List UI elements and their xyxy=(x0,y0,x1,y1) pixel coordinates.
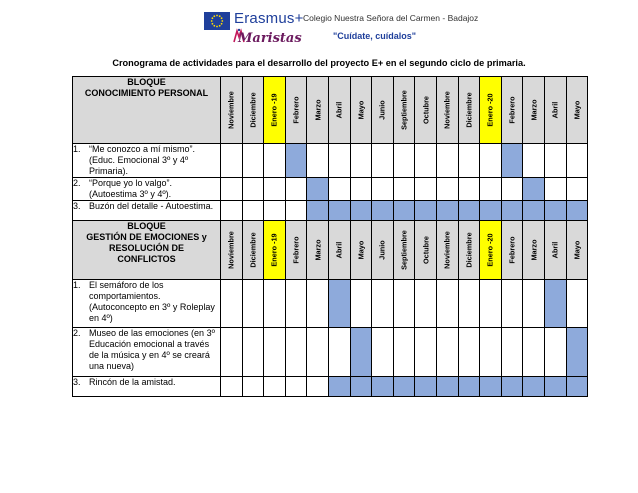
activity-row xyxy=(73,280,588,328)
block-heading-line: BLOQUE xyxy=(127,221,166,231)
activity-number: 2. xyxy=(73,328,81,338)
schedule-cell xyxy=(328,178,350,201)
schedule-cell xyxy=(221,144,243,178)
schedule-cell xyxy=(264,377,286,397)
schedule-cell xyxy=(480,178,502,201)
schedule-cell xyxy=(458,377,480,397)
schedule-cell xyxy=(393,377,415,397)
month-label: Diciembre xyxy=(464,92,474,128)
month-header-1 xyxy=(221,221,243,280)
month-label: Marzo xyxy=(529,99,539,121)
activity-text: Buzón del detalle - Autoestima. xyxy=(89,201,214,211)
month-label: Diciembre xyxy=(248,232,258,268)
schedule-cell xyxy=(264,201,286,221)
month-header-11 xyxy=(436,221,458,280)
schedule-cell xyxy=(501,280,523,328)
schedule-cell xyxy=(566,178,588,201)
month-header-7 xyxy=(350,77,372,144)
month-header-11 xyxy=(436,77,458,144)
schedule-cell xyxy=(307,144,329,178)
schedule-cell xyxy=(350,144,372,178)
month-label: Febrero xyxy=(291,236,301,264)
month-header-3 xyxy=(264,77,286,144)
schedule-cell xyxy=(566,377,588,397)
schedule-cell xyxy=(480,201,502,221)
month-header-8 xyxy=(372,77,394,144)
activity-number: 2. xyxy=(73,178,81,188)
month-label: Abril xyxy=(550,241,560,259)
schedule-cell xyxy=(436,178,458,201)
schedule-cell xyxy=(242,201,264,221)
month-label: Febrero xyxy=(291,96,301,124)
schedule-cell xyxy=(372,144,394,178)
block-heading xyxy=(73,221,221,280)
schedule-cell xyxy=(501,377,523,397)
schedule-cell xyxy=(242,377,264,397)
activity-row xyxy=(73,178,588,201)
month-label: Mayo xyxy=(356,100,366,120)
month-header-4 xyxy=(285,77,307,144)
schedule-cell xyxy=(307,178,329,201)
month-header-10 xyxy=(415,221,437,280)
schedule-cell xyxy=(307,201,329,221)
schedule-cell xyxy=(393,328,415,377)
schedule-cell xyxy=(523,280,545,328)
block-heading xyxy=(73,77,221,144)
schedule-cell xyxy=(350,377,372,397)
schedule-cell xyxy=(501,178,523,201)
month-header-13 xyxy=(480,77,502,144)
activity-name xyxy=(73,201,221,221)
schedule-cell xyxy=(307,377,329,397)
schedule-cell xyxy=(523,201,545,221)
schedule-cell xyxy=(221,328,243,377)
slogan: "Cuídate, cuídalos" xyxy=(333,31,417,41)
schedule-cell xyxy=(436,377,458,397)
schedule-cell xyxy=(350,201,372,221)
schedule-cell xyxy=(480,144,502,178)
month-header-14 xyxy=(501,77,523,144)
activity-name xyxy=(73,280,221,328)
schedule-cell xyxy=(415,328,437,377)
schedule-cell xyxy=(285,328,307,377)
schedule-cell xyxy=(544,328,566,377)
schedule-cell xyxy=(415,280,437,328)
schedule-cell xyxy=(264,144,286,178)
activity-name xyxy=(73,377,221,397)
schedule-cell xyxy=(264,280,286,328)
month-label: Septiembre xyxy=(399,90,409,130)
month-label: Diciembre xyxy=(248,92,258,128)
marist-logo-text: Maristas xyxy=(238,31,302,46)
block-heading-line: CONOCIMIENTO PERSONAL xyxy=(84,88,209,98)
activity-name xyxy=(73,144,221,178)
schedule-cell xyxy=(285,178,307,201)
month-header-15 xyxy=(523,77,545,144)
month-label: Enero -19 xyxy=(269,233,279,267)
block-heading-line: RESOLUCIÓN DE xyxy=(108,243,184,253)
month-label: Noviembre xyxy=(226,231,236,269)
month-label: Mayo xyxy=(572,240,582,260)
schedule-cell xyxy=(480,280,502,328)
month-label: Abril xyxy=(550,101,560,119)
activity-row xyxy=(73,377,588,397)
activity-name xyxy=(73,328,221,377)
schedule-cell xyxy=(242,178,264,201)
month-label: Febrero xyxy=(507,236,517,264)
month-label: Marzo xyxy=(313,99,323,121)
block-heading-line: GESTIÓN DE EMOCIONES y xyxy=(86,232,207,242)
month-label: Septiembre xyxy=(399,230,409,270)
schedule-cell xyxy=(523,144,545,178)
month-label: Noviembre xyxy=(442,231,452,269)
activity-row xyxy=(73,328,588,377)
schedule-cell xyxy=(436,280,458,328)
schedule-cell xyxy=(221,201,243,221)
schedule-cell xyxy=(393,201,415,221)
month-header-9 xyxy=(393,221,415,280)
schedule-cell xyxy=(264,328,286,377)
month-label: Mayo xyxy=(356,240,366,260)
month-label: Octubre xyxy=(421,96,431,124)
schedule-cell xyxy=(328,328,350,377)
block-heading-line: CONFLICTOS xyxy=(117,254,176,264)
erasmus-logo-text: Erasmus+ xyxy=(234,10,304,27)
month-label: Enero -19 xyxy=(269,93,279,127)
schedule-table xyxy=(72,76,588,397)
schedule-cell xyxy=(415,178,437,201)
schedule-cell xyxy=(566,328,588,377)
month-label: Junio xyxy=(377,240,387,260)
schedule-cell xyxy=(480,328,502,377)
month-header-12 xyxy=(458,77,480,144)
month-header-7 xyxy=(350,221,372,280)
month-header-2 xyxy=(242,221,264,280)
block-header-row xyxy=(73,221,588,280)
schedule-cell xyxy=(328,201,350,221)
schedule-cell xyxy=(372,178,394,201)
activity-number: 1. xyxy=(73,280,81,290)
block-heading-line: BLOQUE xyxy=(127,77,166,87)
activity-text: El semáforo de los comportamientos. (Autoconcepto en 3º y Roleplay en 4º) xyxy=(89,280,215,323)
month-header-2 xyxy=(242,77,264,144)
activity-name xyxy=(73,178,221,201)
schedule-cell xyxy=(285,280,307,328)
schedule-cell xyxy=(285,377,307,397)
month-label: Noviembre xyxy=(226,91,236,129)
schedule-cell xyxy=(458,178,480,201)
schedule-cell xyxy=(544,280,566,328)
schedule-cell xyxy=(480,377,502,397)
schedule-cell xyxy=(523,178,545,201)
month-label: Enero -20 xyxy=(485,93,495,127)
schedule-cell xyxy=(372,280,394,328)
schedule-cell xyxy=(221,280,243,328)
schedule-cell xyxy=(566,144,588,178)
schedule-cell xyxy=(350,280,372,328)
schedule-cell xyxy=(544,178,566,201)
month-header-17 xyxy=(566,221,588,280)
schedule-cell xyxy=(242,328,264,377)
schedule-cell xyxy=(458,201,480,221)
schedule-cell xyxy=(393,178,415,201)
schedule-cell xyxy=(544,144,566,178)
month-label: Diciembre xyxy=(464,232,474,268)
schedule-cell xyxy=(350,328,372,377)
month-header-14 xyxy=(501,221,523,280)
schedule-cell xyxy=(328,144,350,178)
month-header-1 xyxy=(221,77,243,144)
schedule-cell xyxy=(264,178,286,201)
month-label: Abril xyxy=(334,241,344,259)
month-header-15 xyxy=(523,221,545,280)
month-header-6 xyxy=(328,77,350,144)
month-label: Febrero xyxy=(507,96,517,124)
schedule-cell xyxy=(544,201,566,221)
schedule-cell xyxy=(436,144,458,178)
schedule-cell xyxy=(350,178,372,201)
block-header-row xyxy=(73,77,588,144)
schedule-cell xyxy=(393,144,415,178)
schedule-cell xyxy=(328,280,350,328)
month-label: Marzo xyxy=(529,239,539,261)
month-header-3 xyxy=(264,221,286,280)
schedule-cell xyxy=(566,280,588,328)
schedule-cell xyxy=(566,201,588,221)
month-header-16 xyxy=(544,221,566,280)
activity-number: 3. xyxy=(73,377,81,387)
schedule-cell xyxy=(415,377,437,397)
month-header-6 xyxy=(328,221,350,280)
month-header-17 xyxy=(566,77,588,144)
month-label: Junio xyxy=(377,100,387,120)
activity-text: Rincón de la amistad. xyxy=(89,377,176,387)
activity-text: Museo de las emociones (en 3º Educación emocional a través de la música y en 4º se creará una nueva) xyxy=(89,328,215,371)
month-label: Octubre xyxy=(421,236,431,264)
schedule-cell xyxy=(221,377,243,397)
schedule-cell xyxy=(393,280,415,328)
schedule-cell xyxy=(501,201,523,221)
month-label: Abril xyxy=(334,101,344,119)
schedule-cell xyxy=(458,144,480,178)
document-title: Cronograma de actividades para el desarrollo del proyecto E+ en el segundo ciclo de primaria. xyxy=(112,58,526,68)
month-label: Mayo xyxy=(572,100,582,120)
schedule-cell xyxy=(415,144,437,178)
school-name: Colegio Nuestra Señora del Carmen - Badajoz xyxy=(303,13,479,23)
schedule-cell xyxy=(285,201,307,221)
month-label: Enero -20 xyxy=(485,233,495,267)
schedule-cell xyxy=(544,377,566,397)
schedule-cell xyxy=(436,201,458,221)
schedule-cell xyxy=(372,377,394,397)
month-label: Noviembre xyxy=(442,91,452,129)
schedule-cell xyxy=(307,280,329,328)
schedule-cell xyxy=(372,201,394,221)
schedule-cell xyxy=(285,144,307,178)
month-header-12 xyxy=(458,221,480,280)
activity-text: “Porque yo lo valgo”. (Autoestima 3º y 4º). xyxy=(89,178,173,199)
document-header xyxy=(0,0,638,52)
schedule-cell xyxy=(221,178,243,201)
month-header-16 xyxy=(544,77,566,144)
month-label: Marzo xyxy=(313,239,323,261)
month-header-5 xyxy=(307,221,329,280)
month-header-5 xyxy=(307,77,329,144)
schedule-cell xyxy=(242,144,264,178)
schedule-cell xyxy=(242,280,264,328)
eu-flag-icon xyxy=(204,12,230,30)
activity-text: “Me conozco a mí mismo”. (Educ. Emocional 3º y 4º Primaria). xyxy=(89,144,196,176)
schedule-cell xyxy=(458,280,480,328)
month-header-10 xyxy=(415,77,437,144)
activity-row xyxy=(73,201,588,221)
month-header-9 xyxy=(393,77,415,144)
schedule-cell xyxy=(372,328,394,377)
schedule-cell xyxy=(523,377,545,397)
schedule-cell xyxy=(501,144,523,178)
month-header-4 xyxy=(285,221,307,280)
activity-number: 3. xyxy=(73,201,81,211)
schedule-cell xyxy=(458,328,480,377)
schedule-cell xyxy=(523,328,545,377)
schedule-cell xyxy=(501,328,523,377)
schedule-cell xyxy=(436,328,458,377)
activity-number: 1. xyxy=(73,144,81,154)
month-header-13 xyxy=(480,221,502,280)
schedule-cell xyxy=(307,328,329,377)
activity-row xyxy=(73,144,588,178)
month-header-8 xyxy=(372,221,394,280)
schedule-cell xyxy=(415,201,437,221)
schedule-cell xyxy=(328,377,350,397)
